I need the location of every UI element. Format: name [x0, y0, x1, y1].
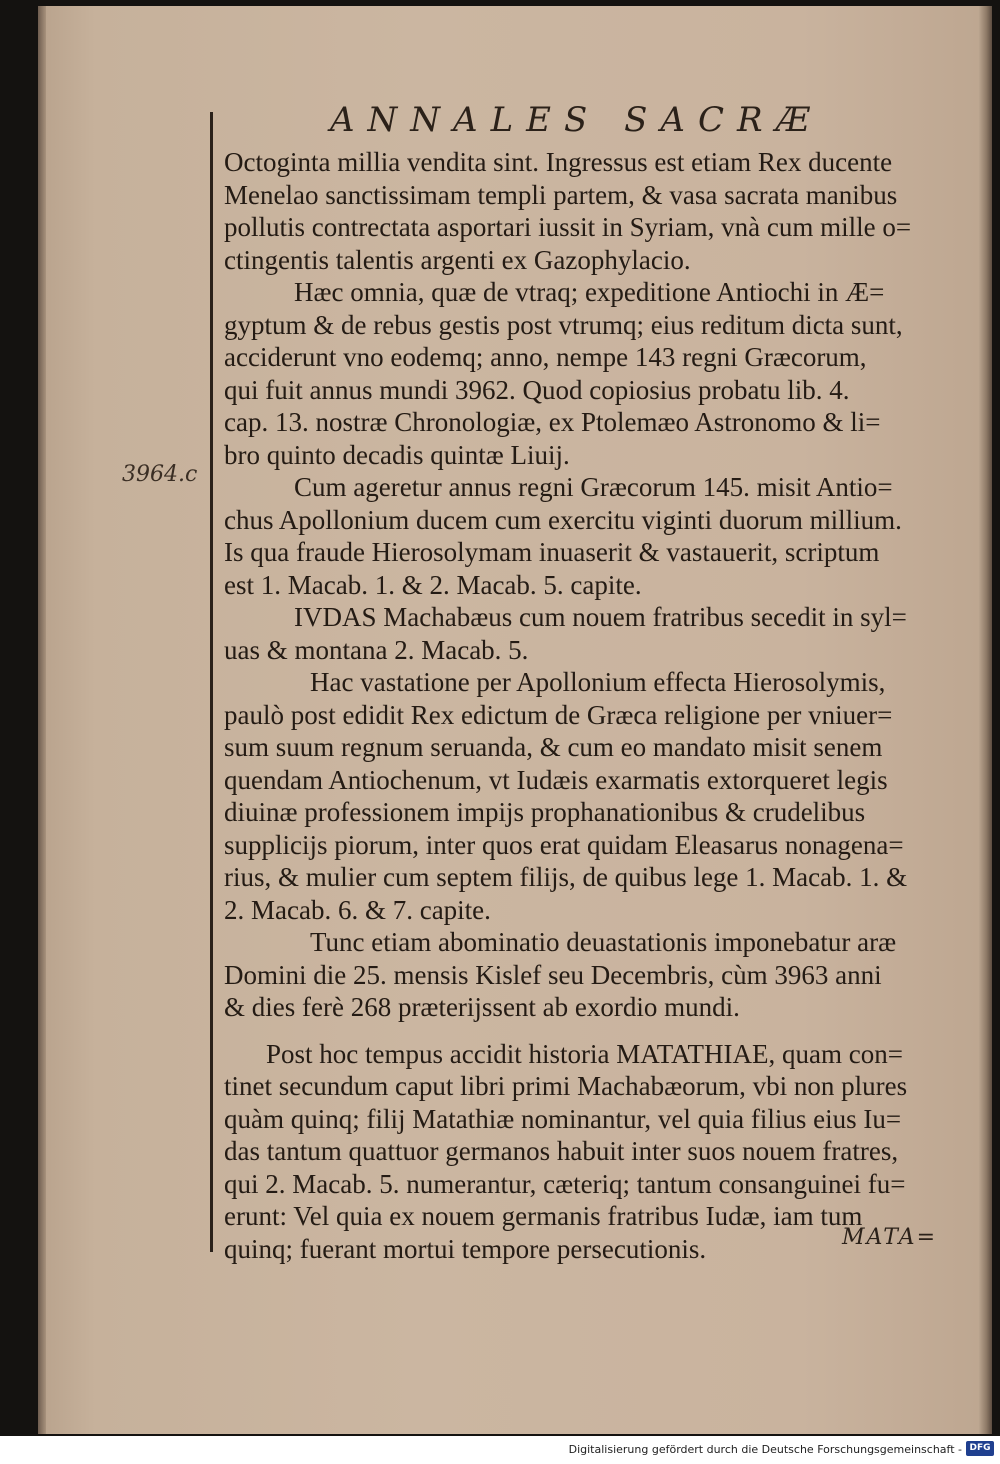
paragraph-first-line: Post hoc tempus accidit historia MATATHIAE, quam con=	[266, 1038, 903, 1069]
paragraph-gap	[224, 1024, 964, 1038]
text-line: uas & montana 2. Macab. 5.	[224, 634, 529, 665]
text-line: chus Apollonium ducem cum exercitu viginti duorum millium.	[224, 504, 902, 535]
body-text	[224, 146, 964, 1265]
page-edge	[978, 6, 992, 1434]
running-title: ANNALES SACRÆ	[330, 100, 823, 140]
text-line: quàm quinq; filij Matathiæ nominantur, vel quia filius eius Iu=	[224, 1103, 902, 1134]
text-line: ctingentis talentis argenti ex Gazophylacio.	[224, 244, 691, 275]
paragraph-first-line: Tunc etiam abominatio deuastationis imponebatur aræ	[310, 927, 897, 957]
text-line: tinet secundum caput libri primi Machabæorum, vbi non plures	[224, 1071, 908, 1101]
paragraph-first-line: Cum ageretur annus regni Græcorum 145. misit Antio=	[294, 472, 893, 502]
page-gutter-shadow	[38, 6, 46, 1434]
text-line: bro quinto decadis quintæ Liuij.	[224, 439, 570, 470]
text-line: quinq; fuerant mortui tempore persecutionis.	[224, 1233, 707, 1264]
text-line: sum suum regnum seruanda, & cum eo mandato misit senem	[224, 732, 883, 762]
margin-rule	[210, 112, 213, 1252]
paragraph-first-line: Hac vastatione per Apollonium effecta Hierosolymis,	[310, 667, 886, 697]
margin-note-year: 3964.c	[122, 462, 198, 487]
text-line: paulò post edidit Rex edictum de Græca religione per vniuer=	[224, 699, 893, 730]
text-line: est 1. Macab. 1. & 2. Macab. 5. capite.	[224, 569, 642, 600]
text-line: qui fuit annus mundi 3962. Quod copiosius probatu lib. 4.	[224, 374, 850, 405]
text-line: gyptum & de rebus gestis post vtrumq; eius reditum dicta sunt,	[224, 309, 903, 340]
text-line: das tantum quattuor germanos habuit inter suos nouem fratres,	[224, 1136, 899, 1166]
text-line: pollutis contrectata asportari iussit in Syriam, vnà cum mille o=	[224, 212, 912, 242]
paragraph-first-line: IVDAS Machabæus cum nouem fratribus secedit in syl=	[294, 602, 907, 632]
footer-bar	[0, 1436, 1000, 1464]
text-line: acciderunt vno eodemq; anno, nempe 143 regni Græcorum,	[224, 342, 867, 372]
text-line: Menelao sanctissimam templi partem, & vasa sacrata manibus	[224, 179, 898, 210]
text-line: Is qua fraude Hierosolymam inuaserit & vastauerit, scriptum	[224, 537, 880, 567]
text-line: erunt: Vel quia ex nouem germanis fratribus Iudæ, iam tum	[224, 1201, 863, 1231]
text-line: Octoginta millia vendita sint. Ingressus est etiam Rex ducente	[224, 147, 893, 177]
dfg-logo-icon: DFG	[966, 1441, 994, 1456]
text-line: diuinæ professionem impijs prophanationibus & crudelibus	[224, 797, 866, 827]
text-line: supplicijs piorum, inter quos erat quidam Eleasarus nonagena=	[224, 829, 904, 860]
funding-notice: Digitalisierung gefördert durch die Deutsche Forschungsgemeinschaft -	[568, 1443, 962, 1456]
text-line: & dies ferè 268 præterijssent ab exordio mundi.	[224, 992, 740, 1022]
catchword: MATA=	[842, 1225, 938, 1250]
text-line: 2. Macab. 6. & 7. capite.	[224, 894, 491, 925]
paragraph-first-line: Hæc omnia, quæ de vtraq; expeditione Antiochi in Æ=	[294, 277, 885, 307]
text-line: quendam Antiochenum, vt Iudæis exarmatis extorqueret legis	[224, 764, 888, 795]
text-line: Domini die 25. mensis Kislef seu Decembris, cùm 3963 anni	[224, 959, 882, 990]
text-line: cap. 13. nostræ Chronologiæ, ex Ptolemæo Astronomo & li=	[224, 407, 881, 437]
text-line: qui 2. Macab. 5. numerantur, cæteriq; tantum consanguinei fu=	[224, 1168, 906, 1199]
text-line: rius, & mulier cum septem filijs, de quibus lege 1. Macab. 1. &	[224, 862, 908, 892]
